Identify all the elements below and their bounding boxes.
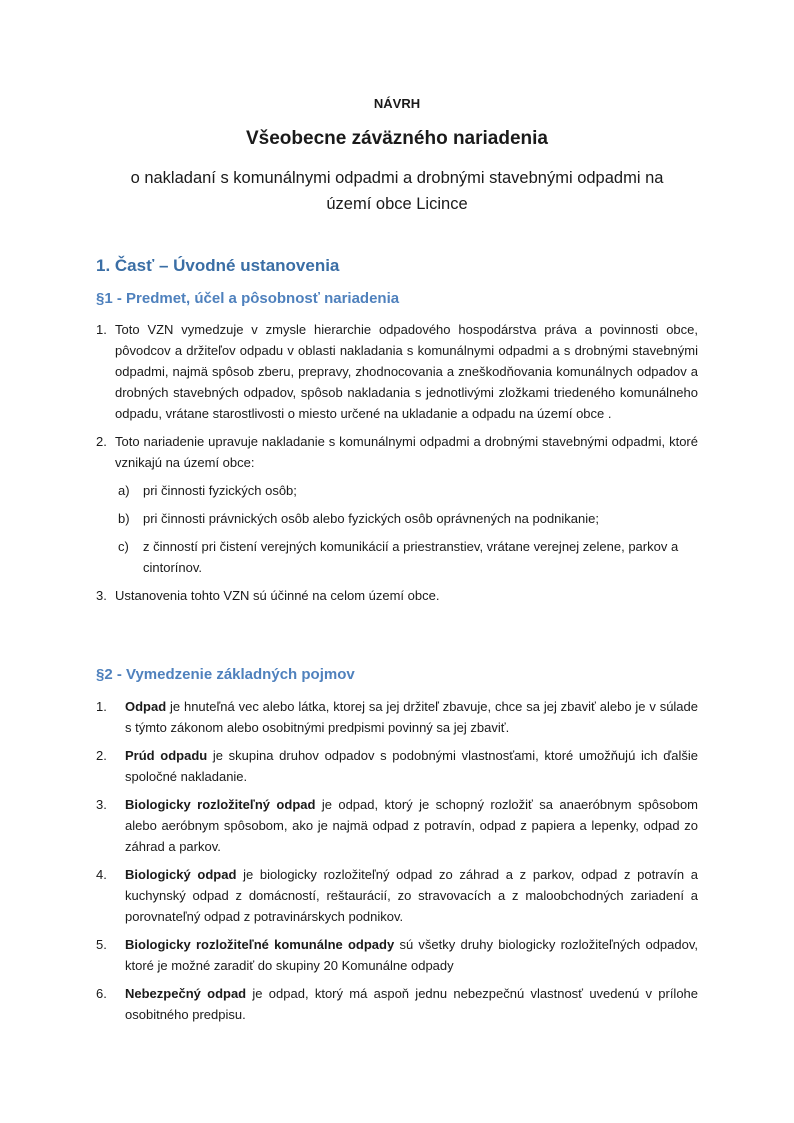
- definition-text: je hnuteľná vec alebo látka, ktorej sa jej držiteľ zbavuje, chce sa jej zbaviť alebo je v súlade s týmto zákonom alebo osobitnými predpismi povinný sa jej zbaviť.: [125, 699, 698, 735]
- definition-term: Biologický odpad: [125, 867, 237, 882]
- list-item: [96, 431, 698, 473]
- list-item: [96, 585, 698, 606]
- definition-number: 4.: [96, 867, 107, 882]
- item-number: 2.: [96, 434, 107, 449]
- definition-term: Biologicky rozložiteľný odpad: [125, 797, 316, 812]
- definition-term: Nebezpečný odpad: [125, 986, 247, 1001]
- sub-list-item: [96, 508, 698, 529]
- definition-number: 2.: [96, 748, 107, 763]
- sub-item-text: z činností pri čistení verejných komunikácií a priestranstiev, vrátane verejnej zelene, parkov a cintorínov.: [143, 539, 679, 575]
- part-heading: 1. Časť – Úvodné ustanovenia: [96, 256, 340, 275]
- definition-number: 1.: [96, 699, 107, 714]
- definition-text: sú všetky druhy biologicky rozložiteľných odpadov, ktoré je možné zaradiť do skupiny 20 Komunálne odpady: [125, 937, 698, 973]
- sub-item-text: pri činnosti právnických osôb alebo fyzických osôb oprávnených na podnikanie;: [143, 511, 599, 526]
- item-text: Toto VZN vymedzuje v zmysle hierarchie odpadového hospodárstva práva a povinnosti obce, pôvodcov a držiteľov odpadu v oblasti nakladania s komunálnymi odpadmi a s drobnými stavebnými odpadmi, najmä spôsob zberu, prepravy, zhodnocovania a zneškodňovania komunálnych odpadov a drobných stavebných odpadov, spôsob nakladania s jednotlivými zložkami triedeného komunálneho odpadu, vrátane starostlivosti o miesto určené na ukladanie a odpadu na území obce .: [115, 322, 698, 421]
- definition-text: je odpad, ktorý má aspoň jednu nebezpečnú vlastnosť uvedenú v prílohe osobitného predpisu.: [125, 986, 699, 1022]
- item-number: 3.: [96, 588, 107, 603]
- item-number: 1.: [96, 322, 107, 337]
- draft-label: NÁVRH: [373, 96, 421, 111]
- definition-item: [96, 794, 698, 857]
- definition-term: Prúd odpadu: [125, 748, 208, 763]
- document-title: Všeobecne záväzného nariadenia: [245, 128, 548, 149]
- sub-item-text: pri činnosti fyzických osôb;: [143, 483, 297, 498]
- sub-item-letter: a): [118, 483, 130, 498]
- list-item: [96, 319, 698, 424]
- definition-item: [96, 745, 698, 787]
- definition-text: je biologicky rozložiteľný odpad zo záhrad a z parkov, odpad z potravín a kuchynský odpad z domácností, reštaurácií, zo stravovacích a z maloobchodných zariadení a porovnateľný odpad z potravinárskych podnikov.: [125, 867, 699, 924]
- definition-number: 5.: [96, 937, 107, 952]
- sub-item-letter: c): [118, 539, 129, 554]
- item-text: Toto nariadenie upravuje nakladanie s komunálnymi odpadmi a drobnými stavebnými odpadmi, ktoré vznikajú na území obce:: [115, 434, 698, 470]
- section2-heading: §2 - Vymedzenie základných pojmov: [96, 666, 355, 683]
- definition-number: 3.: [96, 797, 107, 812]
- definition-item: [96, 864, 698, 927]
- definition-text: je skupina druhov odpadov s podobnými vlastnosťami, ktoré umožňujú ich ďalšie spoločné nakladanie.: [125, 748, 698, 784]
- definition-number: 6.: [96, 986, 107, 1001]
- definitions-list: [96, 696, 698, 1025]
- definition-item: [96, 934, 698, 976]
- definition-text: je odpad, ktorý je schopný rozložiť sa anaeróbnym spôsobom alebo aeróbnym spôsobom, ako je najmä odpad z potravín, odpad z papiera a lepenky, odpad zo záhrad a parkov.: [125, 797, 699, 854]
- document-subtitle: o nakladaní s komunálnymi odpadmi a drobnými stavebnými odpadmi na území obce Licince: [130, 169, 664, 213]
- definition-item: [96, 696, 698, 738]
- sub-item-letter: b): [118, 511, 130, 526]
- sub-list-item: [96, 536, 698, 578]
- section1-heading: §1 - Predmet, účel a pôsobnosť nariadenia: [96, 290, 400, 307]
- definition-item: [96, 983, 698, 1025]
- definition-term: Odpad: [125, 699, 167, 714]
- item-text: Ustanovenia tohto VZN sú účinné na celom území obce.: [115, 588, 440, 603]
- sub-list-item: [96, 480, 698, 501]
- definition-term: Biologicky rozložiteľné komunálne odpady: [125, 937, 395, 952]
- section1-list: [96, 319, 698, 606]
